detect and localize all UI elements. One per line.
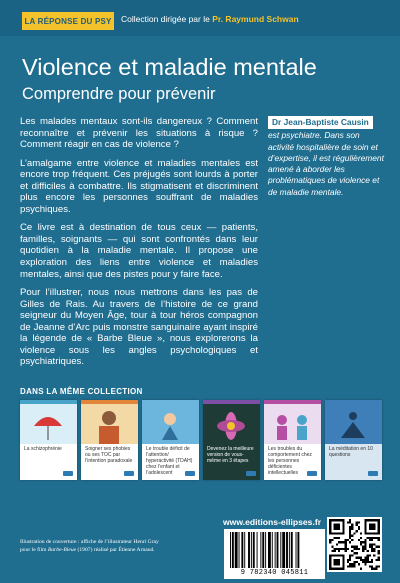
author-name: Dr Jean-Baptiste Causin	[268, 116, 373, 129]
book-cover	[264, 400, 321, 480]
author-box	[268, 116, 386, 198]
book-cover	[81, 400, 138, 480]
qr-code-icon	[327, 517, 382, 572]
lotus-icon	[203, 404, 260, 444]
child-icon	[142, 404, 199, 444]
publisher-logo	[307, 471, 317, 476]
blurb-paragraph: Les malades mentaux sont-ils dangereux ? Comment reconnaître et prévenir les situations à risque ? Comment réagir en cas de violence ?	[20, 116, 258, 151]
publisher-url[interactable]: www.editions-ellipses.fr	[223, 517, 322, 527]
book-title-small: Soigner ses phobies ou ses TOC par l’intention paradoxale	[85, 446, 133, 464]
publisher-logo	[124, 471, 134, 476]
credit-line-1: Illustration de couverture : affiche de l’illustrateur Henri Gray	[20, 539, 159, 545]
book-title-small: Les troubles du comportement chez les personnes déficientes intellectuelles	[268, 446, 312, 476]
publisher-logo	[246, 471, 256, 476]
book-cover	[325, 400, 382, 480]
blurb-paragraph: L’amalgame entre violence et maladies mentales est encore trop fréquent. Ces préjugés sont lourds à porter et difficiles à combattre. Ils stigmatisent et discriminent plus encore les personnes souffrant de maladies psychiques.	[20, 157, 258, 215]
book-cover	[142, 400, 199, 480]
book-title-small: Devenez la meilleure version de vous-même en 3 étapes	[207, 446, 254, 464]
person-icon	[81, 404, 138, 444]
umbrella-icon	[20, 404, 77, 444]
cover-credit	[20, 539, 210, 554]
blurb	[20, 116, 258, 375]
publisher-logo	[63, 471, 73, 476]
publisher-logo	[185, 471, 195, 476]
figures-icon	[264, 404, 321, 444]
book-cover	[20, 400, 77, 480]
collection-prefix: Collection dirigée par le	[121, 14, 210, 24]
series-badge: LA RÉPONSE DU PSY	[22, 12, 114, 30]
isbn-number: 9 782340 045811	[240, 569, 309, 577]
blurb-paragraph: Ce livre est à destination de tous ceux — patients, familles, soignants — qui sont confrontés dans leur quotidien à la maladie mentale. Il propose une exploration des liens entre violence et maladies mentales, ainsi que des pistes pour y faire face.	[20, 222, 258, 280]
barcode	[224, 529, 325, 579]
publisher-logo	[368, 471, 378, 476]
book-title-small: La méditation en 10 questions	[329, 446, 373, 458]
book-title: Violence et maladie mentale	[22, 54, 317, 80]
barcode-bars	[230, 532, 319, 568]
credit-film-title: Barbe-Bleue	[47, 546, 77, 553]
credit-line-2-prefix: pour le film	[20, 546, 47, 553]
book-title-small: Le trouble déficit de l’attention/ hyperactivité (TDAH) chez l’enfant et l’adolescent	[146, 446, 193, 476]
collection-books	[20, 400, 382, 480]
book-subtitle: Comprendre pour prévenir	[22, 85, 216, 103]
same-collection-label: DANS LA MÊME COLLECTION	[20, 387, 143, 396]
collection-line	[121, 14, 299, 24]
blurb-paragraph: Pour l’illustrer, nous nous mettrons dans les pas de Gilles de Rais. Au travers de l’histoire de ce grand seigneur du Moyen Âge, tour à tour héros compagnon de Jeanne d’Arc puis monstre sanguinaire ayant inspiré la légende de « Barbe Bleue », nous explorerons la violence sous les angles psychologiques et psychiatriques.	[20, 287, 258, 368]
book-cover	[203, 400, 260, 480]
meditation-icon	[325, 404, 382, 444]
collection-editor: Pr. Raymund Schwan	[212, 14, 299, 24]
credit-line-2-suffix: (1907) réalisé par Étienne Arnaud.	[77, 546, 155, 553]
author-bio: est psychiatre. Dans son activité hospitalière de soin et d’expertise, il est régulièrement amené à aborder les problématiques de violence et de maladie mentale.	[268, 130, 384, 197]
book-title-small: La schizophrénie	[24, 446, 62, 452]
